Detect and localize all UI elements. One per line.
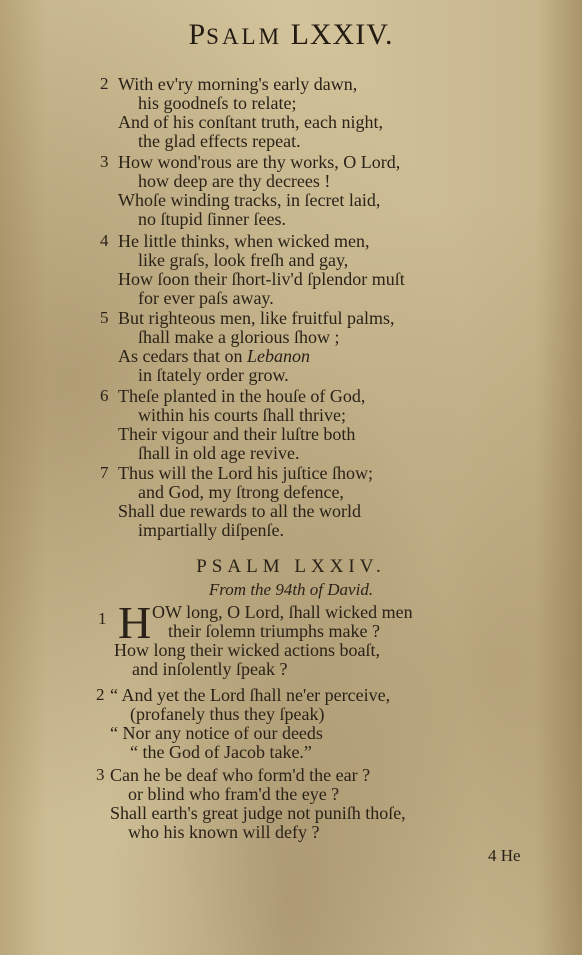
verse-number: 2 <box>96 685 105 704</box>
verse-line: Their vigour and their luſtre both <box>118 424 356 444</box>
verse-line: and inſolently ſpeak ? <box>132 659 288 679</box>
verse-line: “ the God of Jacob take.” <box>130 742 312 762</box>
verse-number: 4 <box>100 231 109 250</box>
verse-line: Theſe planted in the houſe of God, <box>118 386 366 406</box>
verse-line: the glad effects repeat. <box>138 131 301 151</box>
verse-number: 2 <box>100 74 109 93</box>
verse-line: Can he be deaf who form'd the ear ? <box>110 765 371 785</box>
verse-line: their ſolemn triumphs make ? <box>168 621 380 641</box>
verse-line: Shall due rewards to all the world <box>118 501 361 521</box>
verse-line: But righteous men, like fruitful palms, <box>118 308 395 328</box>
section-title: PSALM LXXIV. <box>196 556 386 577</box>
verse-line: How long their wicked actions boaſt, <box>114 640 380 660</box>
verse-line: OW long, O Lord, ſhall wicked men <box>152 602 413 622</box>
verse-line: He little thinks, when wicked men, <box>118 231 370 251</box>
verse-line: (profanely thus they ſpeak) <box>130 704 325 724</box>
verse-number: 3 <box>96 765 105 784</box>
verse-line: or blind who fram'd the eye ? <box>128 784 340 804</box>
verse-line: his goodneſs to relate; <box>138 93 297 113</box>
verse-line: “ And yet the Lord ſhall ne'er perceive, <box>110 685 391 705</box>
verse-line: “ Nor any notice of our deeds <box>110 723 323 743</box>
verse-line: As cedars that on Lebanon <box>118 346 310 366</box>
verse-line: how deep are thy decrees ! <box>138 171 331 191</box>
verse-line: for ever paſs away. <box>138 288 274 308</box>
drop-cap: H <box>118 597 152 648</box>
verse-line: Shall earth's great judge not puniſh thoſe, <box>110 803 406 823</box>
verse-line: Whoſe winding tracks, in ſecret laid, <box>118 190 381 210</box>
verse-line: in ſtately order grow. <box>138 365 289 385</box>
verse-line: How ſoon their ſhort-liv'd ſplendor muſt <box>118 269 405 289</box>
verse-line: Thus will the Lord his juſtice ſhow; <box>118 463 373 483</box>
verse-line: With ev'ry morning's early dawn, <box>118 74 358 94</box>
verse-line: within his courts ſhall thrive; <box>138 405 346 425</box>
verse-line: ſhall make a glorious ſhow ; <box>138 327 340 347</box>
verse-line: ſhall in old age revive. <box>138 443 300 463</box>
verse-number: 1 <box>98 609 107 628</box>
verse-number: 6 <box>100 386 109 405</box>
verse-line: How wond'rous are thy works, O Lord, <box>118 152 401 172</box>
verse-number: 7 <box>100 463 109 482</box>
verse-line: impartially diſpenſe. <box>138 520 284 540</box>
italic-place-name: Lebanon <box>246 346 310 366</box>
verse-line: who his known will defy ? <box>128 822 320 842</box>
section-subtitle: From the 94th of David. <box>208 580 374 599</box>
running-head: PSALM LXXIV. <box>188 18 394 51</box>
verse-number: 3 <box>100 152 109 171</box>
verse-line: And of his conſtant truth, each night, <box>118 112 383 132</box>
verse-line: no ſtupid ſinner ſees. <box>138 209 286 229</box>
verse-line: like graſs, look freſh and gay, <box>138 250 349 270</box>
verse-line: and God, my ſtrong defence, <box>138 482 344 502</box>
verse-number: 5 <box>100 308 109 327</box>
catchword: 4 He <box>488 846 521 865</box>
